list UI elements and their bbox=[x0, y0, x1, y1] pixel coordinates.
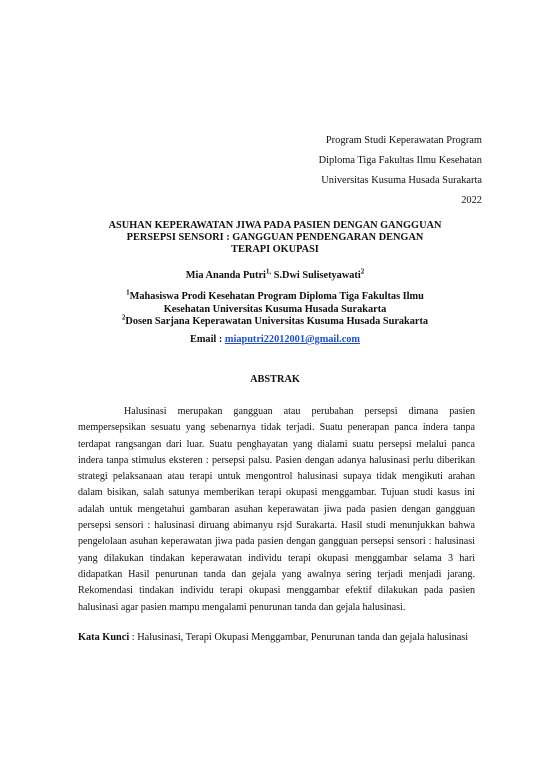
header-line: Universitas Kusuma Husada Surakarta bbox=[321, 175, 482, 186]
author-name: Mia Ananda Putri bbox=[185, 270, 266, 281]
affiliation-superscript: 1 bbox=[126, 288, 130, 297]
header-line: Program Studi Keperawatan Program bbox=[325, 135, 482, 146]
title-line: PERSEPSI SENSORI : GANGGUAN PENDENGARAN DENGAN bbox=[126, 232, 424, 243]
author-superscript: 1, bbox=[265, 267, 272, 276]
affiliations bbox=[60, 288, 490, 329]
abstract-body: Halusinasi merupakan gangguan atau perubahan persepsi dimana pasien mempersepsikan sesuatu yang sebenarnya tidak terjadi. Suatu penerapan panca indera tanpa terdapat rangsangan dari luar. Suatu penghayatan yang dialami suatu persepsi melalui panca indera tanpa stimulus eksteren : persepsi palsu. Pasien dengan adanya halusinasi perlu diberikan strategi pelaksanaan atau terapi untuk mengontrol halusinasi supaya tidak mengikuti arahan dalam bisikan, salah satunya memberikan terapi okupasi menggambar. Tujuan studi kasus ini adalah untuk mengetahui gambaran asuhan keperawatan jiwa pada pasien dengan gangguan persepsi sensori : halusinasi diruang abimanyu rsjd Surakarta. Hasil studi menunjukkan bahwa pengelolaan asuhan keperawatan jiwa pada pasien dengan gangguan persepsi sensori : halusinasi yang dilakukan tindakan keperawatan individu terapi okupasi menggambar selama 3 hari didapatkan Hasil penurunan tanda dan gejala yang awalnya sering terjadi menjadi jarang. Rekomendasi tindakan individu terapi okupasi menggambar efektif dilakukan pada pasien halusinasi agar pasien mampu mengalami penurunan tanda dan gejala halusinasi. bbox=[78, 406, 475, 613]
author-superscript: 2 bbox=[360, 267, 365, 276]
institution-header bbox=[319, 131, 482, 211]
author-name: S.Dwi Sulisetyawati bbox=[271, 270, 361, 281]
header-line: Diploma Tiga Fakultas Ilmu Kesehatan bbox=[318, 155, 482, 166]
email-label: Email : bbox=[189, 334, 225, 345]
affiliation-line: $^1$Mahasiswa Prodi Kesehatan Program Diploma Tiga Fakultas Ilmu bbox=[126, 288, 424, 302]
header-year: 2022 bbox=[461, 195, 482, 206]
paper-title bbox=[60, 220, 490, 256]
author-list bbox=[60, 267, 490, 281]
keywords-text: : Halusinasi, Terapi Okupasi Menggambar, Penurunan tanda dan gejala halusinasi bbox=[129, 632, 469, 643]
keywords-label: Kata Kunci bbox=[78, 632, 130, 643]
abstract-heading: ABSTRAK bbox=[250, 374, 300, 385]
email-link[interactable]: miaputri22012001@gmail.com bbox=[224, 334, 361, 345]
title-line: ASUHAN KEPERAWATAN JIWA PADA PASIEN DENGAN GANGGUAN bbox=[108, 220, 442, 231]
affiliation-line: Kesehatan Universitas Kusuma Husada Surakarta bbox=[163, 303, 387, 315]
email-line bbox=[60, 334, 490, 345]
title-line: TERAPI OKUPASI bbox=[231, 244, 319, 255]
affiliation-superscript: 2 bbox=[121, 313, 126, 322]
keywords bbox=[78, 628, 475, 648]
affiliation-line: $^2$Dosen Sarjana Keperawatan Universitas Kusuma Husada Surakarta bbox=[121, 313, 429, 327]
